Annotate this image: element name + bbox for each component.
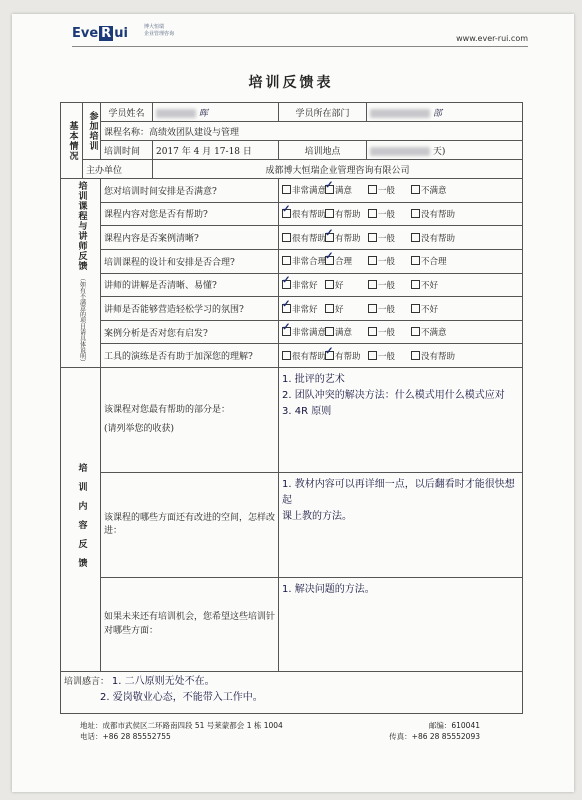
eval-options[interactable]: 非常合理✓ 合理 一般 不合理 — [279, 249, 523, 273]
form-title: 培训反馈表 — [248, 75, 334, 91]
checkbox[interactable] — [282, 185, 291, 194]
training-time-value: 2017 年 4 月 17-18 日 — [153, 141, 279, 160]
eval-question: 您对培训时间安排是否满意? — [101, 179, 279, 203]
section-basic-label: 基本情况 — [61, 103, 83, 179]
checkbox[interactable] — [411, 233, 420, 242]
q2-answer[interactable]: 1. 教材内容可以再详细一点，以后翻看时才能很快想起 课上教的方法。 — [279, 473, 523, 578]
checkbox-checked[interactable] — [282, 327, 291, 336]
checkbox-checked[interactable] — [325, 256, 334, 265]
eval-options[interactable]: 很有帮助✓ 有帮助 一般 没有帮助 — [279, 226, 523, 250]
checkbox[interactable] — [368, 256, 377, 265]
checkbox[interactable] — [368, 209, 377, 218]
checkbox[interactable] — [411, 304, 420, 313]
eval-options[interactable]: ✓ 非常好 好 一般 不好 — [279, 297, 523, 321]
eval-options[interactable]: ✓ 非常满意 满意 一般 不满意 — [279, 320, 523, 344]
student-dept-value[interactable]: 部 — [367, 103, 523, 122]
checkbox[interactable] — [282, 233, 291, 242]
checkbox[interactable] — [325, 327, 334, 336]
checkbox-checked[interactable] — [325, 185, 334, 194]
company-url: www.ever-rui.com — [456, 34, 528, 43]
eval-question: 培训课程的设计和安排是否合理? — [101, 249, 279, 273]
checkbox[interactable] — [325, 304, 334, 313]
q1-prompt: 该课程对您最有帮助的部分是： (请列举您的收获) — [101, 368, 279, 473]
checkbox[interactable] — [368, 233, 377, 242]
sentiment-label: 培训感言： — [64, 677, 110, 688]
checkbox-checked[interactable] — [282, 209, 291, 218]
checkbox[interactable] — [368, 280, 377, 289]
eval-question: 课程内容是否案例清晰? — [101, 226, 279, 250]
checkbox[interactable] — [411, 351, 420, 360]
checkbox-checked[interactable] — [282, 304, 291, 313]
checkbox[interactable] — [325, 209, 334, 218]
checkbox[interactable] — [325, 280, 334, 289]
student-name-label: 学员姓名 — [101, 103, 153, 122]
eval-options[interactable]: ✓ 很有帮助 有帮助 一般 没有帮助 — [279, 202, 523, 226]
training-time-label: 培训时间 — [101, 141, 153, 160]
checkbox[interactable] — [368, 304, 377, 313]
checkbox[interactable] — [411, 280, 420, 289]
eval-question: 课程内容对您是否有帮助? — [101, 202, 279, 226]
training-place-value: 天) — [367, 141, 523, 160]
course-name: 课程名称：高绩效团队建设与管理 — [101, 122, 523, 141]
checkbox[interactable] — [411, 185, 420, 194]
header-divider — [72, 46, 528, 47]
checkbox[interactable] — [368, 351, 377, 360]
eval-options[interactable]: ✓ 非常好 好 一般 不好 — [279, 273, 523, 297]
section-eval-label: 培训课程与讲师反馈 （如有不满意的项目请具体说明） — [61, 179, 101, 368]
student-dept-label: 学员所在部门 — [279, 103, 367, 122]
checkbox[interactable] — [368, 185, 377, 194]
eval-question: 工具的演练是否有助于加深您的理解? — [101, 344, 279, 368]
checkbox[interactable] — [411, 327, 420, 336]
q2-prompt: 该课程的哪些方面还有改进的空间，怎样改进： — [101, 473, 279, 578]
q1-answer[interactable]: 1. 批评的艺术 2. 团队冲突的解决方法：什么模式用什么模式应对 3. 4R 原则 — [279, 368, 523, 473]
logo-subtitle: 博大恒瑞 企业管理咨询 — [144, 24, 175, 37]
footer-phone: 电话：+86 28 85552755 — [80, 732, 171, 742]
host-label: 主办单位 — [83, 160, 153, 179]
page-header — [72, 20, 528, 60]
section-content-label: 培训内容反馈 — [61, 368, 101, 672]
q3-prompt: 如果未来还有培训机会，您希望这些培训针对哪些方面： — [101, 578, 279, 672]
training-place-label: 培训地点 — [279, 141, 367, 160]
checkbox[interactable] — [411, 256, 420, 265]
page-footer — [80, 720, 480, 743]
footer-address: 地址：成都市武侯区二环路南四段 51 号莱蒙都会 1 栋 1004 — [80, 721, 283, 730]
checkbox-checked[interactable] — [282, 280, 291, 289]
eval-options[interactable]: 非常满意✓ 满意 一般 不满意 — [279, 179, 523, 203]
feedback-table — [60, 102, 523, 714]
sentiment-line: 2. 爱岗敬业心态，不能带入工作中。 — [100, 692, 263, 704]
checkbox-checked[interactable] — [325, 351, 334, 360]
host-value: 成都博大恒瑞企业管理咨询有限公司 — [153, 160, 523, 179]
sentiment-line: 1. 二八原则无处不在。 — [111, 676, 215, 688]
sentiment-box[interactable] — [61, 672, 523, 714]
footer-fax: 传真：+86 28 85552093 — [389, 732, 480, 742]
company-logo: Eve R ui — [72, 26, 128, 41]
eval-options[interactable]: 很有帮助✓ 有帮助 一般 没有帮助 — [279, 344, 523, 368]
footer-postcode: 邮编：610041 — [428, 721, 480, 730]
q3-answer[interactable]: 1. 解决问题的方法。 — [279, 578, 523, 672]
section-basic-sublabel: 参加培训 — [83, 103, 101, 160]
checkbox[interactable] — [368, 327, 377, 336]
eval-question: 讲师是否能够营造轻松学习的氛围? — [101, 297, 279, 321]
eval-question: 案例分析是否对您有启发? — [101, 320, 279, 344]
checkbox-checked[interactable] — [325, 233, 334, 242]
checkbox[interactable] — [282, 351, 291, 360]
checkbox[interactable] — [282, 256, 291, 265]
eval-question: 讲师的讲解是否清晰、易懂? — [101, 273, 279, 297]
student-name-value[interactable]: 晖 — [153, 103, 279, 122]
checkbox[interactable] — [411, 209, 420, 218]
